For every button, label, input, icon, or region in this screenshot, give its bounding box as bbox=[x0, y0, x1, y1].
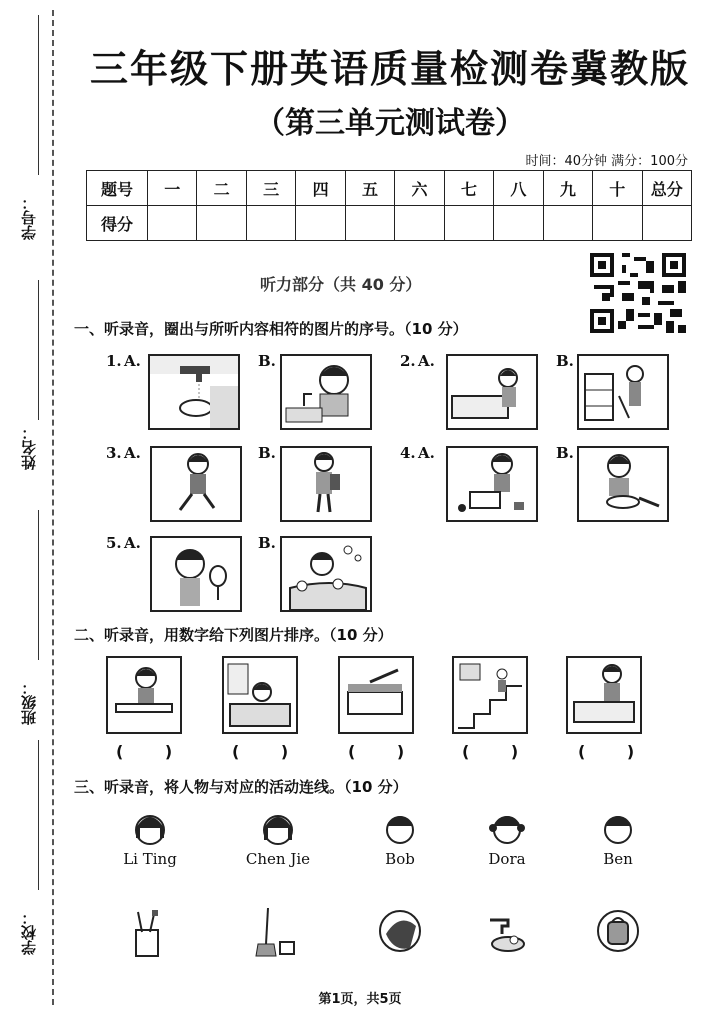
qr-code bbox=[590, 252, 686, 334]
score-input-cell[interactable] bbox=[148, 206, 197, 241]
table-cell: 十 bbox=[593, 171, 642, 206]
option-label[interactable]: B. bbox=[556, 352, 574, 370]
option-label[interactable]: B. bbox=[258, 444, 276, 462]
image-pencil-box[interactable] bbox=[338, 656, 414, 734]
option-label[interactable]: A. bbox=[124, 444, 141, 462]
order-blank[interactable]: ( ) bbox=[462, 742, 537, 761]
image-washing-face[interactable] bbox=[280, 354, 372, 430]
person-name: Li Ting bbox=[123, 850, 177, 868]
image-doing-homework[interactable] bbox=[106, 656, 182, 734]
table-cell: 一 bbox=[148, 171, 197, 206]
score-table-score-row bbox=[87, 206, 692, 241]
part2-instruction: 二、听录音，用数字给下列图片排序。（10 分） bbox=[74, 626, 393, 644]
option-label[interactable]: A. bbox=[418, 444, 435, 462]
score-table-header-row bbox=[87, 171, 692, 206]
table-cell: 二 bbox=[197, 171, 246, 206]
image-making-bed[interactable] bbox=[446, 354, 538, 430]
time-info: 时间：40分钟 满分：100分 bbox=[525, 154, 688, 169]
score-input-cell[interactable] bbox=[345, 206, 394, 241]
image-waking-up[interactable] bbox=[222, 656, 298, 734]
table-cell: 七 bbox=[444, 171, 493, 206]
option-label[interactable]: B. bbox=[258, 534, 276, 552]
page-title: 三年级下册英语质量检测卷冀教版 bbox=[89, 47, 690, 91]
image-taking-bath[interactable] bbox=[280, 536, 372, 612]
option-label[interactable]: B. bbox=[556, 444, 574, 462]
question-number: 2. bbox=[400, 352, 416, 370]
margin-line bbox=[38, 510, 39, 660]
order-blank[interactable]: ( ) bbox=[116, 742, 191, 761]
question-number: 5. bbox=[106, 534, 122, 552]
score-input-cell[interactable] bbox=[296, 206, 345, 241]
washing-hair-icon[interactable] bbox=[378, 908, 422, 954]
image-cleaning-shoes[interactable] bbox=[577, 446, 669, 522]
image-playing-toys[interactable] bbox=[446, 446, 538, 522]
score-input-cell[interactable] bbox=[642, 206, 691, 241]
table-cell: 六 bbox=[395, 171, 444, 206]
girl-avatar bbox=[488, 808, 526, 848]
image-stairs-house[interactable] bbox=[452, 656, 528, 734]
image-boy-backpack[interactable] bbox=[280, 446, 372, 522]
schoolbag-icon[interactable] bbox=[596, 908, 640, 954]
binding-dashed-line bbox=[52, 10, 54, 1005]
order-blank[interactable]: ( ) bbox=[232, 742, 307, 761]
table-cell: 得分 bbox=[87, 206, 148, 241]
image-sweeping-floor[interactable] bbox=[577, 354, 669, 430]
girl-avatar bbox=[130, 808, 170, 848]
score-input-cell[interactable] bbox=[543, 206, 592, 241]
boy-avatar bbox=[382, 808, 418, 846]
order-blank[interactable]: ( ) bbox=[578, 742, 653, 761]
option-label[interactable]: B. bbox=[258, 352, 276, 370]
name-label: 姓名： bbox=[20, 425, 38, 470]
table-cell: 总分 bbox=[642, 171, 691, 206]
score-input-cell[interactable] bbox=[494, 206, 543, 241]
person-name: Ben bbox=[603, 850, 633, 868]
part1-instruction: 一、听录音，圈出与所听内容相符的图片的序号。（10 分） bbox=[74, 320, 468, 338]
part3-instruction: 三、听录音，将人物与对应的活动连线。（10 分） bbox=[74, 778, 408, 796]
sink-faucet-icon[interactable] bbox=[484, 910, 528, 954]
question-number: 1. bbox=[106, 352, 122, 370]
option-label[interactable]: A. bbox=[418, 352, 435, 370]
table-cell: 三 bbox=[246, 171, 295, 206]
girl-avatar bbox=[258, 808, 298, 848]
page-subtitle: （第三单元测试卷） bbox=[255, 106, 525, 141]
table-cell: 九 bbox=[543, 171, 592, 206]
broom-dustpan-icon[interactable] bbox=[252, 906, 298, 958]
listening-section-title: 听力部分（共 40 分） bbox=[260, 275, 422, 294]
margin-line bbox=[38, 280, 39, 420]
order-blank[interactable]: ( ) bbox=[348, 742, 423, 761]
table-cell: 八 bbox=[494, 171, 543, 206]
margin-line bbox=[38, 740, 39, 890]
student-id-label: 学号： bbox=[20, 195, 38, 240]
image-cleaning-bed[interactable] bbox=[566, 656, 642, 734]
image-combing-hair[interactable] bbox=[150, 536, 242, 612]
option-label[interactable]: A. bbox=[124, 534, 141, 552]
score-input-cell[interactable] bbox=[593, 206, 642, 241]
question-number: 4. bbox=[400, 444, 416, 462]
question-number: 3. bbox=[106, 444, 122, 462]
image-washing-hands[interactable] bbox=[148, 354, 240, 430]
boy-avatar bbox=[600, 808, 636, 846]
image-running-boy[interactable] bbox=[150, 446, 242, 522]
school-label: 学校： bbox=[20, 910, 38, 955]
table-cell: 四 bbox=[296, 171, 345, 206]
score-input-cell[interactable] bbox=[395, 206, 444, 241]
toothbrush-cup-icon[interactable] bbox=[128, 908, 166, 958]
table-cell: 题号 bbox=[87, 171, 148, 206]
person-name: Dora bbox=[488, 850, 526, 868]
score-table bbox=[86, 170, 692, 241]
person-name: Bob bbox=[385, 850, 415, 868]
class-label: 班级： bbox=[20, 680, 38, 725]
score-input-cell[interactable] bbox=[246, 206, 295, 241]
option-label[interactable]: A. bbox=[124, 352, 141, 370]
score-input-cell[interactable] bbox=[197, 206, 246, 241]
page-footer: 第1页，共5页 bbox=[318, 992, 402, 1007]
person-name: Chen Jie bbox=[245, 850, 311, 868]
margin-line bbox=[38, 15, 39, 175]
table-cell: 五 bbox=[345, 171, 394, 206]
score-input-cell[interactable] bbox=[444, 206, 493, 241]
